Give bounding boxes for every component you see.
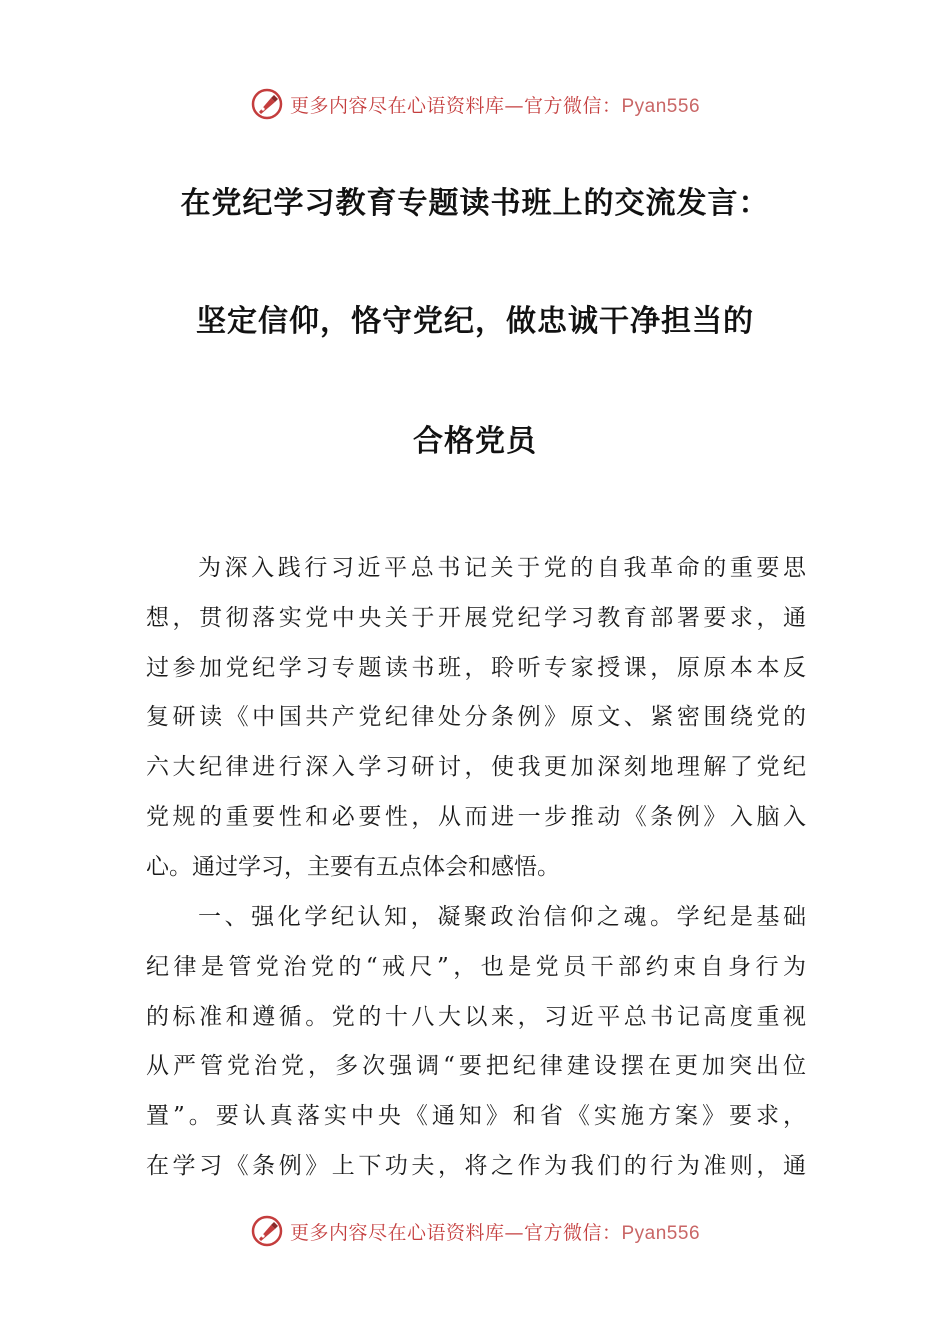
text-line: 党规的重要性和必要性，从而进一步推动《条例》入脑入: [146, 803, 806, 830]
body-paragraph-1: [146, 544, 806, 893]
watermark-text: 更多内容尽在心语资料库—官方微信：Pyan556: [289, 94, 701, 117]
text-line: 一、强化学纪认知，凝聚政治信仰之魂。学纪是基础: [198, 904, 806, 930]
text-line: 为深入践行习近平总书记关于党的自我革命的重要思: [198, 555, 806, 581]
document-title-line-2: 坚定信仰，恪守党纪，做忠诚干净担当的: [196, 304, 754, 339]
text-line: 想，贯彻落实党中央关于开展党纪学习教育部署要求，通: [146, 604, 806, 631]
text-line: 六大纪律进行深入学习研讨，使我更加深刻地理解了党纪: [146, 754, 806, 781]
watermark-banner-bottom: [0, 1211, 950, 1251]
text-line: 复研读《中国共产党纪律处分条例》原文、紧密围绕党的: [146, 704, 806, 731]
document-title-line-3: 合格党员: [413, 424, 537, 459]
text-line: 在学习《条例》上下功夫，将之作为我们的行为准则，通: [146, 1152, 806, 1179]
watermark-wechat-id: Pyan556: [621, 1222, 701, 1244]
watermark-text: 更多内容尽在心语资料库—官方微信：Pyan556: [289, 1221, 701, 1244]
text-line: 纪律是管党治党的“戒尺”，也是党员干部约束自身行为: [146, 953, 806, 980]
body-paragraph-2: [146, 893, 806, 1192]
text-line: 置”。要认真落实中央《通知》和省《实施方案》要求，: [146, 1103, 806, 1130]
pen-nib-logo-icon: [250, 87, 284, 121]
text-line: 从严管党治党，多次强调“要把纪律建设摆在更加突出位: [146, 1053, 806, 1080]
pen-nib-logo-icon: [250, 1214, 284, 1248]
text-line: 过参加党纪学习专题读书班，聆听专家授课，原原本本反: [146, 654, 806, 681]
watermark-wechat-id: Pyan556: [621, 95, 701, 117]
watermark-banner-top: [0, 84, 950, 124]
text-line: 心。通过学习，主要有五点体会和感悟。: [146, 853, 560, 880]
text-line: 的标准和遵循。党的十八大以来，习近平总书记高度重视: [146, 1003, 806, 1030]
document-title-line-1: 在党纪学习教育专题读书班上的交流发言：: [180, 186, 770, 221]
